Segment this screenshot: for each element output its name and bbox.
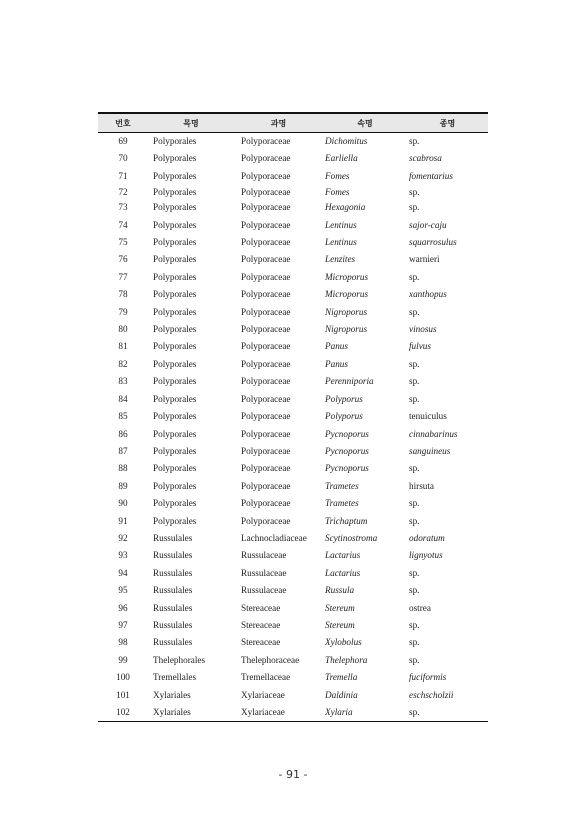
cell-genus: Nigroporus (325, 306, 368, 317)
cell-family: Polyporaceae (241, 306, 291, 317)
cell-family: Polyporaceae (241, 411, 291, 422)
cell-genus: Xylobolus (325, 637, 362, 648)
cell-family: Russulaceae (241, 567, 287, 578)
cell-genus: Trametes (325, 480, 359, 491)
table-row (98, 495, 488, 512)
cell-number: 90 (118, 498, 128, 509)
cell-number: 70 (118, 153, 128, 164)
cell-number: 89 (118, 480, 128, 491)
header-genus: 속명 (323, 113, 407, 133)
cell-number: 99 (118, 654, 128, 665)
cell-family: Polyporaceae (241, 445, 291, 456)
header-species: 종명 (407, 113, 488, 133)
cell-species: warnieri (409, 254, 440, 265)
cell-family: Polyporaceae (241, 187, 291, 198)
cell-genus: Lentinus (325, 237, 357, 248)
cell-order: Polyporales (153, 202, 197, 213)
table-row (98, 652, 488, 669)
table-row (98, 356, 488, 373)
cell-species: sp. (409, 515, 420, 526)
table-row (98, 600, 488, 617)
cell-genus: Xylaria (323, 704, 407, 722)
cell-order: Polyporales (153, 480, 197, 491)
table-row (98, 234, 488, 251)
cell-number: 80 (118, 324, 128, 335)
cell-order: Polyporales (153, 515, 197, 526)
cell-family: Polyporaceae (241, 463, 291, 474)
cell-species: cinnabarinus (409, 428, 458, 439)
cell-order: Xylariales (153, 689, 191, 700)
table-row (98, 199, 488, 216)
cell-family: Polyporaceae (241, 237, 291, 248)
cell-number: 79 (118, 306, 128, 317)
cell-genus: Fomes (325, 187, 350, 198)
cell-order: Polyporales (153, 411, 197, 422)
cell-species: sp. (409, 271, 420, 282)
cell-order: Russulales (153, 550, 193, 561)
cell-number: 102 (98, 704, 148, 722)
cell-number: 81 (118, 341, 128, 352)
cell-order: Polyporales (153, 153, 197, 164)
cell-order: Polyporales (153, 376, 197, 387)
cell-order: Polyporales (153, 341, 197, 352)
cell-family: Polyporaceae (241, 480, 291, 491)
cell-species: sp. (407, 704, 488, 722)
cell-number: 72 (118, 187, 128, 198)
cell-number: 91 (118, 515, 128, 526)
cell-genus: Trametes (325, 498, 359, 509)
table-row (98, 133, 488, 151)
table-row (98, 185, 488, 199)
cell-number: 88 (118, 463, 128, 474)
cell-genus: Panus (325, 358, 348, 369)
cell-species: fulvus (409, 341, 431, 352)
cell-genus: Microporus (325, 289, 369, 300)
cell-order: Tremellales (153, 672, 197, 683)
cell-number: 87 (118, 445, 128, 456)
table-row (98, 565, 488, 582)
table-row (98, 338, 488, 355)
cell-number: 92 (118, 532, 128, 543)
cell-species: sp. (409, 654, 420, 665)
cell-family: Polyporaceae (241, 219, 291, 230)
cell-number: 73 (118, 202, 128, 213)
cell-order: Polyporales (153, 219, 197, 230)
cell-species: odoratum (409, 532, 445, 543)
cell-genus: Lactarius (325, 567, 361, 578)
cell-order: Polyporales (153, 237, 197, 248)
species-table-container (98, 112, 488, 722)
table-row (98, 443, 488, 460)
cell-family: Polyporaceae (241, 341, 291, 352)
cell-order: Polyporales (153, 463, 197, 474)
cell-family: Polyporaceae (241, 136, 291, 146)
header-order: 목명 (148, 113, 234, 133)
cell-species: xanthopus (409, 289, 447, 300)
header-family: 과명 (234, 113, 323, 133)
cell-family: Polyporaceae (241, 271, 291, 282)
table-header (98, 113, 488, 133)
cell-genus: Tremella (325, 672, 358, 683)
cell-order: Russulales (153, 637, 193, 648)
cell-species: sp. (409, 376, 420, 387)
cell-genus: Stereum (325, 602, 355, 613)
table-row (98, 530, 488, 547)
table-row (98, 634, 488, 651)
cell-family: Polyporaceae (241, 153, 291, 164)
cell-genus: Trichaptum (325, 515, 368, 526)
cell-family: Polyporaceae (241, 170, 291, 181)
cell-number: 83 (118, 376, 128, 387)
cell-family: Polyporaceae (241, 393, 291, 404)
cell-order: Polyporales (153, 170, 197, 181)
cell-genus: Pycnoporus (325, 463, 369, 474)
table-row (98, 704, 488, 722)
cell-genus: Nigroporus (325, 324, 368, 335)
cell-family: Stereaceae (241, 602, 281, 613)
cell-species: lignyotus (409, 550, 443, 561)
cell-species: sp. (409, 358, 420, 369)
table-row (98, 251, 488, 268)
table-row (98, 391, 488, 408)
cell-number: 69 (118, 136, 128, 146)
table-row (98, 426, 488, 443)
cell-genus: Hexagonia (325, 202, 366, 213)
table-row (98, 687, 488, 704)
cell-genus: Stereum (325, 619, 355, 630)
table-row (98, 460, 488, 477)
cell-genus: Earliella (325, 153, 358, 164)
cell-family: Tremellaceae (241, 672, 291, 683)
cell-species: fuciformis (409, 672, 447, 683)
cell-genus: Russula (325, 585, 355, 596)
cell-order: Thelephorales (153, 654, 206, 665)
table-row (98, 513, 488, 530)
cell-species: sp. (409, 585, 420, 596)
cell-species: sp. (409, 202, 420, 213)
table-row (98, 547, 488, 564)
cell-genus: Perenniporia (325, 376, 374, 387)
cell-genus: Fomes (325, 170, 350, 181)
table-row (98, 582, 488, 599)
cell-genus: Polyporus (325, 393, 363, 404)
cell-number: 78 (118, 289, 128, 300)
cell-order: Polyporales (153, 393, 197, 404)
cell-family: Polyporaceae (241, 254, 291, 265)
cell-species: squarrosulus (409, 237, 457, 248)
cell-order: Russulales (153, 567, 193, 578)
cell-family: Russulaceae (241, 585, 287, 596)
cell-genus: Lactarius (325, 550, 361, 561)
table-row (98, 304, 488, 321)
cell-number: 76 (118, 254, 128, 265)
table-row (98, 269, 488, 286)
table-row (98, 217, 488, 234)
cell-number: 77 (118, 271, 128, 282)
cell-order: Polyporales (153, 498, 197, 509)
cell-order: Polyporales (153, 289, 197, 300)
cell-family: Polyporaceae (241, 202, 291, 213)
cell-family: Polyporaceae (241, 358, 291, 369)
cell-family: Polyporaceae (241, 289, 291, 300)
cell-number: 95 (118, 585, 128, 596)
cell-number: 97 (118, 619, 128, 630)
table-row (98, 150, 488, 167)
cell-species: sp. (409, 619, 420, 630)
cell-order: Polyporales (153, 428, 197, 439)
cell-order: Polyporales (153, 324, 197, 335)
cell-species: sp. (409, 187, 420, 198)
cell-family: Polyporaceae (241, 324, 291, 335)
cell-species: vinosus (409, 324, 437, 335)
cell-order: Xylariales (148, 704, 234, 722)
cell-order: Polyporales (153, 187, 197, 198)
cell-family: Stereaceae (241, 619, 281, 630)
cell-order: Polyporales (153, 445, 197, 456)
cell-genus: Thelephora (325, 654, 368, 665)
table-row (98, 168, 488, 185)
table-row (98, 408, 488, 425)
table-row (98, 617, 488, 634)
cell-genus: Lentinus (325, 219, 357, 230)
cell-order: Russulales (153, 619, 193, 630)
cell-number: 71 (118, 170, 128, 181)
species-table (98, 112, 488, 722)
cell-number: 93 (118, 550, 128, 561)
cell-species: sp. (409, 567, 420, 578)
cell-order: Polyporales (153, 271, 197, 282)
cell-number: 96 (118, 602, 128, 613)
cell-species: sp. (409, 393, 420, 404)
cell-family: Xylariaceae (234, 704, 323, 722)
cell-species: sanguineus (409, 445, 451, 456)
cell-genus: Polyporus (325, 411, 363, 422)
cell-species: sajor-caju (409, 219, 447, 230)
cell-family: Lachnocladiaceae (241, 532, 307, 543)
cell-species: sp. (409, 637, 420, 648)
table-row (98, 286, 488, 303)
cell-family: Polyporaceae (241, 376, 291, 387)
page-number: - 91 - (278, 768, 308, 781)
cell-number: 100 (116, 672, 130, 683)
cell-species: eschscholzii (409, 689, 454, 700)
cell-order: Polyporales (153, 306, 197, 317)
cell-family: Polyporaceae (241, 428, 291, 439)
cell-order: Russulales (153, 585, 193, 596)
cell-number: 94 (118, 567, 128, 578)
cell-order: Russulales (153, 602, 193, 613)
cell-genus: Scytinostroma (325, 532, 378, 543)
header-number: 번호 (98, 113, 148, 133)
cell-species: ostrea (409, 602, 431, 613)
cell-family: Polyporaceae (241, 515, 291, 526)
cell-species: hirsuta (409, 480, 435, 491)
table-row (98, 373, 488, 390)
cell-genus: Pycnoporus (325, 445, 369, 456)
cell-genus: Lenzites (325, 254, 356, 265)
cell-species: fomentarius (409, 170, 453, 181)
cell-number: 74 (118, 219, 128, 230)
table-row (98, 478, 488, 495)
cell-family: Thelephoraceae (241, 654, 300, 665)
cell-species: sp. (409, 498, 420, 509)
table-row (98, 669, 488, 686)
cell-family: Stereaceae (241, 637, 281, 648)
cell-number: 85 (118, 411, 128, 422)
cell-order: Polyporales (153, 254, 197, 265)
cell-species: sp. (409, 306, 420, 317)
cell-genus: Microporus (325, 271, 369, 282)
header-row (98, 113, 488, 133)
cell-number: 86 (118, 428, 128, 439)
cell-family: Polyporaceae (241, 498, 291, 509)
table-row (98, 321, 488, 338)
cell-order: Polyporales (153, 136, 197, 146)
cell-number: 75 (118, 237, 128, 248)
cell-genus: Daldinia (325, 689, 358, 700)
cell-genus: Dichomitus (325, 136, 368, 146)
cell-order: Polyporales (153, 358, 197, 369)
cell-genus: Panus (325, 341, 348, 352)
cell-species: tenuiculus (409, 411, 447, 422)
cell-number: 101 (116, 689, 130, 700)
cell-number: 98 (118, 637, 128, 648)
cell-species: scabrosa (409, 153, 442, 164)
cell-family: Xylariaceae (241, 689, 285, 700)
cell-species: sp. (409, 463, 420, 474)
cell-number: 84 (118, 393, 128, 404)
table-body (98, 133, 488, 722)
cell-order: Russulales (153, 532, 193, 543)
cell-genus: Pycnoporus (325, 428, 369, 439)
cell-number: 82 (118, 358, 128, 369)
cell-species: sp. (409, 136, 420, 146)
cell-family: Russulaceae (241, 550, 287, 561)
